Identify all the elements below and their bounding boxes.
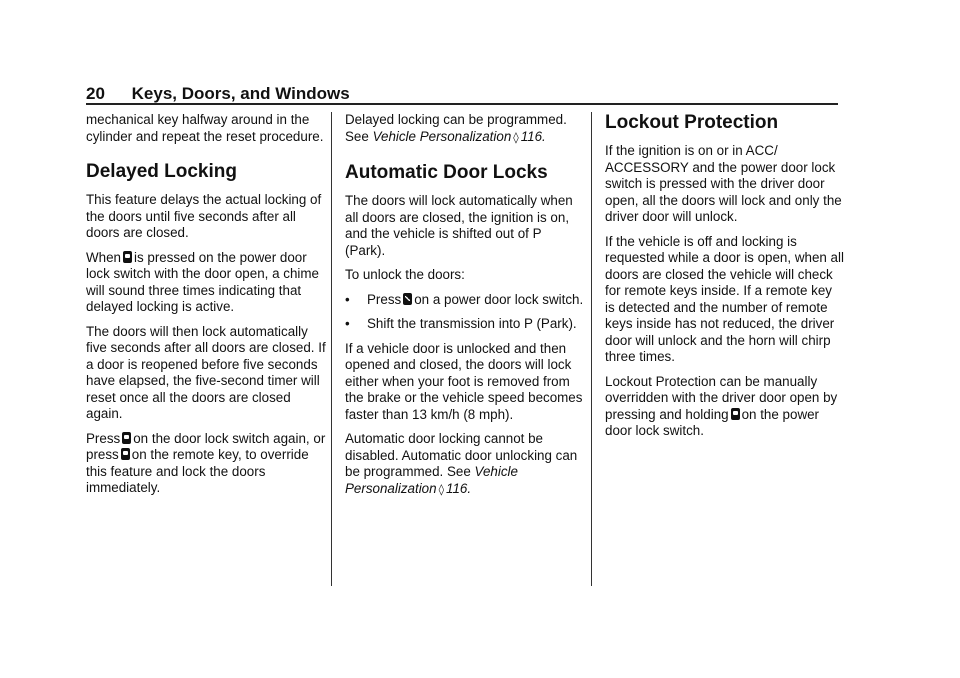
page-ref[interactable]: 116. [446, 480, 472, 496]
column-2 [345, 112, 585, 506]
paragraph: The doors will then lock automatically five seconds after all doors are closed. If a door is reopened before five seconds have elapsed, the five-second timer will reset once all the doors are closed again. [86, 323, 326, 421]
page-header [86, 84, 350, 104]
header-rule [86, 103, 838, 105]
bullet-icon: • [345, 291, 350, 307]
text: Lockout Protection can be manually overridden with the driver door open by pressing and holding [605, 373, 838, 422]
text: When [86, 249, 121, 265]
paragraph: This feature delays the actual locking of the doors until five seconds after all doors are closed. [86, 192, 322, 240]
cross-reference-link[interactable]: Vehicle Personalization [372, 128, 512, 144]
text: Automatic door locking cannot be disabled. Automatic door unlocking can be programmed. See [345, 431, 578, 479]
paragraph: If a vehicle door is unlocked and then opened and closed, the doors will lock either when your foot is removed from the brake or the vehicle speed becomes faster than 13 km/h (8 mph). [345, 340, 583, 422]
text: on the power door lock switch. [605, 406, 820, 438]
paragraph [605, 374, 845, 440]
text: Press [86, 430, 121, 446]
paragraph [86, 250, 326, 316]
paragraph: To unlock the doors: [345, 267, 465, 282]
heading-delayed-locking: Delayed Locking [86, 161, 237, 182]
page-ref[interactable]: 116. [520, 128, 546, 144]
column-3 [605, 112, 845, 448]
list-item [345, 316, 585, 333]
list-item-text: Shift the transmission into P (Park). [367, 316, 577, 331]
column-1 [86, 112, 326, 505]
xref-icon: ◊ [513, 130, 519, 144]
xref-icon: ◊ [438, 482, 444, 496]
paragraph [86, 431, 326, 497]
lock-icon [123, 251, 132, 263]
section-title: Keys, Doors, and Windows [131, 84, 350, 103]
column-divider [331, 112, 332, 586]
paragraph: mechanical key halfway around in the cylinder and repeat the reset procedure. [86, 112, 324, 144]
text: Delayed locking can be programmed. See [345, 112, 567, 144]
text: Press [367, 291, 402, 307]
cross-reference-link[interactable]: Vehicle Personalization [345, 464, 518, 496]
page-number: 20 [86, 84, 105, 103]
paragraph: The doors will lock automatically when all doors are closed, the ignition is on, and the vehicle is shifted out of P (Park). [345, 193, 573, 258]
heading-lockout-protection: Lockout Protection [605, 112, 779, 133]
lock-icon [121, 448, 130, 460]
paragraph: If the vehicle is off and locking is requested while a door is open, when all doors are closed the vehicle will check for remote keys inside. If a remote key is detected and the number of remote keys inside has not reduced, the driver door will unlock and the horn will chirp three times. [605, 233, 844, 364]
paragraph [345, 112, 585, 146]
list-item [345, 292, 585, 309]
lock-icon [731, 408, 740, 420]
bullet-icon: • [345, 316, 350, 331]
list-item-text [367, 292, 583, 309]
paragraph [345, 431, 585, 498]
text: on the door lock switch again, or press [86, 430, 326, 462]
text: is pressed on the power door lock switch with the door open, a chime will sound three times indicating that delayed locking is active. [86, 249, 319, 314]
lock-icon [122, 432, 131, 444]
column-divider [591, 112, 592, 586]
heading-automatic-door-locks: Automatic Door Locks [345, 162, 548, 183]
text: on the remote key, to override this feature and lock the doors immediately. [86, 447, 309, 495]
text: on a power door lock switch. [414, 291, 584, 307]
paragraph: If the ignition is on or in ACC/ ACCESSORY and the power door lock switch is pressed with the driver door open, all the doors will lock and only the driver door will unlock. [605, 143, 842, 224]
unlock-icon [403, 293, 412, 305]
